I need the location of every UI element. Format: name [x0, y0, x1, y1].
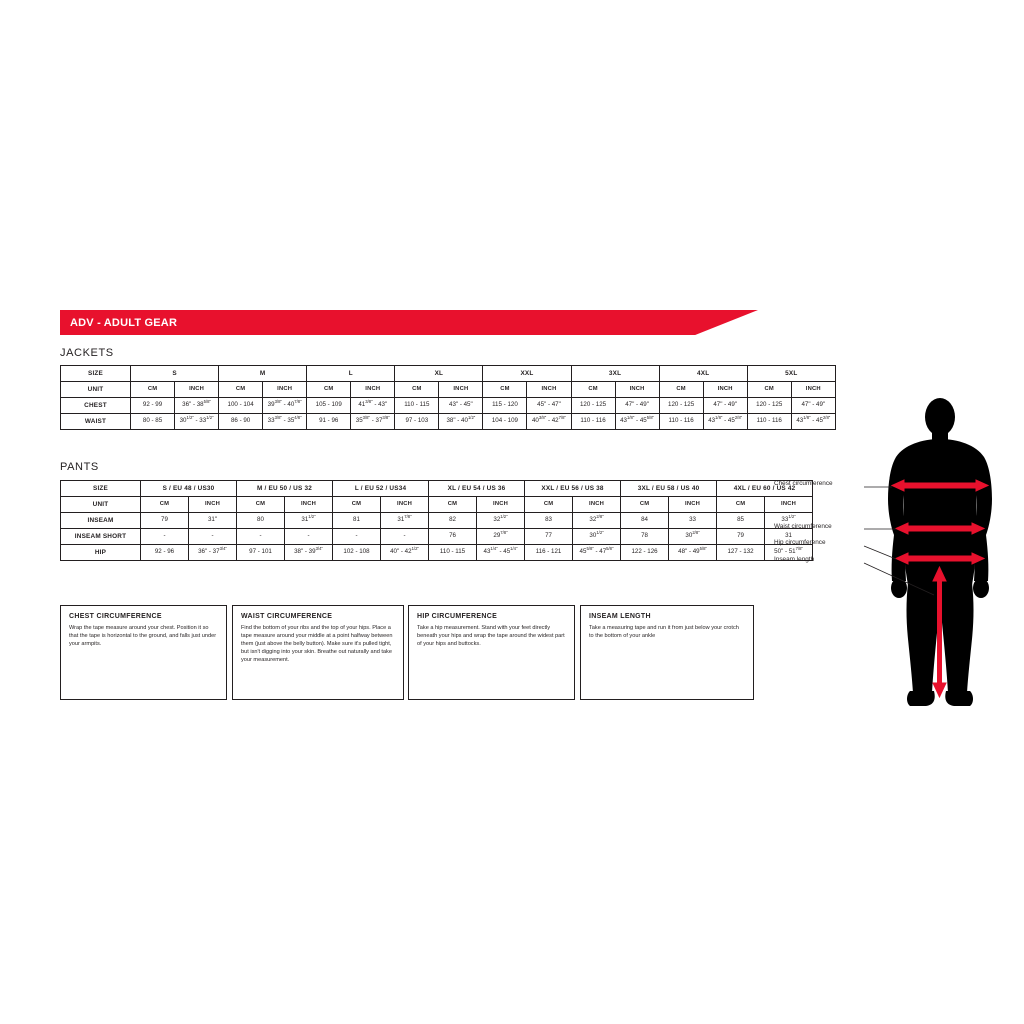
table-cell: 81 — [333, 513, 381, 529]
table-cell: 92 - 96 — [141, 545, 189, 561]
table-cell: - — [237, 529, 285, 545]
table-cell: 122 - 126 — [621, 545, 669, 561]
table-row — [61, 414, 836, 430]
size-column-header: XL — [395, 366, 483, 382]
table-header-row-unit — [61, 382, 836, 398]
unit-column-header: CM — [717, 497, 765, 513]
table-cell: 78 — [621, 529, 669, 545]
size-column-header: 3XL / EU 58 / US 40 — [621, 481, 717, 497]
note-chest-circumference — [60, 605, 227, 700]
table-cell: $32^{2/8"}$ — [573, 513, 621, 529]
note-body: Wrap the tape measure around your chest. Position it so that the tape is horizontal to the ground, and falls just under your armpits. — [69, 625, 217, 648]
table-cell: 115 - 120 — [483, 398, 527, 414]
unit-column-header: CM — [131, 382, 175, 398]
unit-column-header: INCH — [791, 382, 835, 398]
table-cell: 100 - 104 — [219, 398, 263, 414]
row-header-cell: HIP — [61, 545, 141, 561]
unit-column-header: CM — [747, 382, 791, 398]
table-cell: 38" - $40^{1/2"}$ — [439, 414, 483, 430]
table-cell: 80 - 85 — [131, 414, 175, 430]
table-row — [61, 513, 813, 529]
banner — [60, 310, 758, 335]
table-cell: 97 - 103 — [395, 414, 439, 430]
size-column-header: M — [219, 366, 307, 382]
unit-column-header: INCH — [175, 382, 219, 398]
note-body: Take a hip measurement. Stand with your feet directly beneath your hips and wrap the tape around the widest part of your hips and buttocks. — [417, 625, 565, 648]
unit-column-header: CM — [395, 382, 439, 398]
table-cell: 36" - $38^{5/8"}$ — [175, 398, 219, 414]
note-title: WAIST CIRCUMFERENCE — [241, 613, 333, 620]
unit-column-header: CM — [483, 382, 527, 398]
table-cell: $32^{1/2"}$ — [477, 513, 525, 529]
table-cell: 40" - $42^{1/2"}$ — [381, 545, 429, 561]
table-cell: 47" - 49" — [791, 398, 835, 414]
table-cell: $30^{1/2"} - 33^{1/2"}$ — [175, 414, 219, 430]
size-column-header: 5XL — [747, 366, 835, 382]
note-body: Find the bottom of your ribs and the top of your hips. Place a tape measure around your middle at a point halfway between them (just above the belly button). Make sure it's pulled tight, but isn't digging into your skin. Breathe out naturally and take your measurement. — [241, 625, 393, 664]
table-cell: - — [333, 529, 381, 545]
size-column-header: XL / EU 54 / US 36 — [429, 481, 525, 497]
table-cell: 102 - 108 — [333, 545, 381, 561]
table-cell: 47" - 49" — [615, 398, 659, 414]
banner-title: ADV - ADULT GEAR — [70, 316, 178, 329]
table-cell: 120 - 125 — [747, 398, 791, 414]
pants-section-label: PANTS — [60, 461, 99, 473]
table-cell: $33^{1/2"}$ — [765, 513, 813, 529]
table-row — [61, 398, 836, 414]
unit-column-header: INCH — [189, 497, 237, 513]
row-header-cell: INSEAM SHORT — [61, 529, 141, 545]
unit-column-header: CM — [621, 497, 669, 513]
figure-label-chest: Chest circumference — [774, 480, 833, 487]
unit-column-header: INCH — [527, 382, 571, 398]
unit-column-header: CM — [525, 497, 573, 513]
table-cell: 104 - 109 — [483, 414, 527, 430]
unit-header-cell: UNIT — [61, 382, 131, 398]
table-header-row-size — [61, 366, 836, 382]
table-cell: 120 - 125 — [571, 398, 615, 414]
table-cell: 110 - 116 — [747, 414, 791, 430]
unit-column-header: INCH — [439, 382, 483, 398]
table-cell: 31" — [189, 513, 237, 529]
table-cell: $39^{3/8"} - 40^{7/8"}$ — [263, 398, 307, 414]
unit-column-header: CM — [237, 497, 285, 513]
table-cell: 110 - 115 — [429, 545, 477, 561]
note-inseam-length — [580, 605, 754, 700]
measurement-figure — [760, 395, 1020, 725]
table-cell: 79 — [717, 529, 765, 545]
table-cell: $41^{3/8"} - 43$" — [351, 398, 395, 414]
size-column-header: 4XL / EU 60 / US 42 — [717, 481, 813, 497]
table-cell: 110 - 116 — [659, 414, 703, 430]
figure-label-hip: Hip circumference — [774, 539, 826, 546]
size-column-header: 4XL — [659, 366, 747, 382]
table-row — [61, 529, 813, 545]
unit-column-header: INCH — [765, 497, 813, 513]
unit-column-header: INCH — [263, 382, 307, 398]
figure-label-inseam: Inseam length — [774, 556, 815, 563]
table-cell: 97 - 101 — [237, 545, 285, 561]
table-cell: - — [141, 529, 189, 545]
table-cell: 36" - $37^{3/4"}$ — [189, 545, 237, 561]
size-header-cell: SIZE — [61, 366, 131, 382]
unit-column-header: CM — [141, 497, 189, 513]
table-cell: $43^{1/4"} - 45^{1/4"}$ — [477, 545, 525, 561]
size-column-header: 3XL — [571, 366, 659, 382]
table-cell: 127 - 132 — [717, 545, 765, 561]
table-cell: 116 - 121 — [525, 545, 573, 561]
table-cell: - — [189, 529, 237, 545]
jackets-size-table — [60, 365, 836, 430]
unit-column-header: CM — [659, 382, 703, 398]
table-cell: $35^{3/8"} - 37^{3/8"}$ — [351, 414, 395, 430]
table-cell: $30^{1/2"}$ — [573, 529, 621, 545]
note-title: HIP CIRCUMFERENCE — [417, 613, 498, 620]
table-cell: 47" - 49" — [703, 398, 747, 414]
note-body: Take a measuring tape and run it from just below your crotch to the bottom of your ankle — [589, 625, 739, 640]
table-cell: 45" - 47" — [527, 398, 571, 414]
jackets-section-label: JACKETS — [60, 347, 114, 359]
table-cell: 110 - 115 — [395, 398, 439, 414]
unit-column-header: INCH — [615, 382, 659, 398]
table-cell: 48" - $49^{5/8"}$ — [669, 545, 717, 561]
table-cell: 84 — [621, 513, 669, 529]
table-row — [61, 545, 813, 561]
table-cell: - — [285, 529, 333, 545]
table-cell: $33^{3/8"} - 35^{4/8"}$ — [263, 414, 307, 430]
size-column-header: L — [307, 366, 395, 382]
unit-column-header: INCH — [381, 497, 429, 513]
size-header-cell: SIZE — [61, 481, 141, 497]
table-cell: 82 — [429, 513, 477, 529]
table-cell: $45^{5/8"} - 47^{5/8"}$ — [573, 545, 621, 561]
table-cell: 77 — [525, 529, 573, 545]
table-cell: $43^{1/8"} - 45^{2/8"}$ — [703, 414, 747, 430]
size-column-header: M / EU 50 / US 32 — [237, 481, 333, 497]
table-header-row-size — [61, 481, 813, 497]
unit-column-header: INCH — [669, 497, 717, 513]
unit-column-header: CM — [219, 382, 263, 398]
table-cell: 80 — [237, 513, 285, 529]
size-column-header: XXL / EU 56 / US 38 — [525, 481, 621, 497]
table-cell: - — [381, 529, 429, 545]
table-cell: 31 — [765, 529, 813, 545]
table-cell: $43^{1/8"} - 45^{5/8"}$ — [615, 414, 659, 430]
unit-column-header: CM — [571, 382, 615, 398]
table-cell: 92 - 99 — [131, 398, 175, 414]
row-header-cell: CHEST — [61, 398, 131, 414]
body-silhouette-icon — [860, 395, 1020, 725]
table-cell: $31^{7/8"}$ — [381, 513, 429, 529]
unit-column-header: CM — [333, 497, 381, 513]
unit-column-header: INCH — [573, 497, 621, 513]
table-cell: $30^{2/8"}$ — [669, 529, 717, 545]
table-cell: 38" - $39^{3/4"}$ — [285, 545, 333, 561]
table-cell: 105 - 109 — [307, 398, 351, 414]
table-cell: $29^{7/8"}$ — [477, 529, 525, 545]
table-cell: 110 - 116 — [571, 414, 615, 430]
note-title: CHEST CIRCUMFERENCE — [69, 613, 162, 620]
size-column-header: S — [131, 366, 219, 382]
unit-column-header: CM — [429, 497, 477, 513]
table-cell: 79 — [141, 513, 189, 529]
unit-column-header: INCH — [703, 382, 747, 398]
table-cell: 50" - $51^{7/8"}$ — [765, 545, 813, 561]
note-hip-circumference — [408, 605, 575, 700]
unit-column-header: INCH — [351, 382, 395, 398]
pants-size-table — [60, 480, 813, 561]
row-header-cell: INSEAM — [61, 513, 141, 529]
row-header-cell: WAIST — [61, 414, 131, 430]
unit-header-cell: UNIT — [61, 497, 141, 513]
table-cell: 33 — [669, 513, 717, 529]
table-cell: $43^{1/8"} - 45^{2/8"}$ — [791, 414, 835, 430]
table-cell: 120 - 125 — [659, 398, 703, 414]
table-cell: 83 — [525, 513, 573, 529]
size-column-header: S / EU 48 / US30 — [141, 481, 237, 497]
table-cell: $40^{3/8"} - 42^{7/8"}$ — [527, 414, 571, 430]
table-cell: 85 — [717, 513, 765, 529]
table-cell: 86 - 90 — [219, 414, 263, 430]
table-cell: $31^{1/2"}$ — [285, 513, 333, 529]
unit-column-header: INCH — [477, 497, 525, 513]
table-header-row-unit — [61, 497, 813, 513]
size-column-header: XXL — [483, 366, 571, 382]
unit-column-header: CM — [307, 382, 351, 398]
table-cell: 43" - 45" — [439, 398, 483, 414]
unit-column-header: INCH — [285, 497, 333, 513]
table-cell: 91 - 96 — [307, 414, 351, 430]
note-waist-circumference — [232, 605, 404, 700]
figure-label-waist: Waist circumference — [774, 523, 832, 530]
table-cell: 76 — [429, 529, 477, 545]
note-title: INSEAM LENGTH — [589, 613, 651, 620]
size-column-header: L / EU 52 / US34 — [333, 481, 429, 497]
